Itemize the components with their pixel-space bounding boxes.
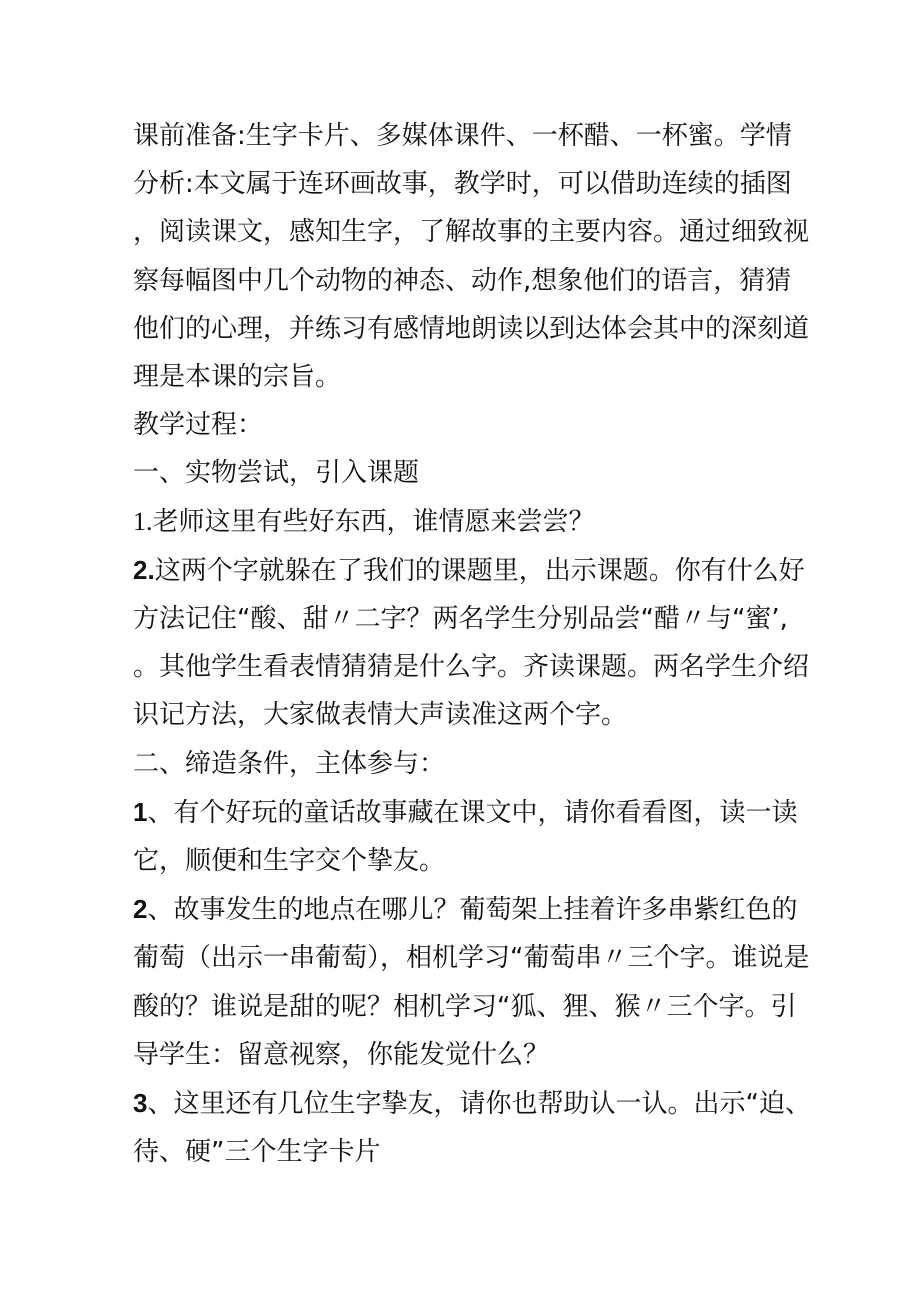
section-one-step-2	[133, 546, 813, 740]
step-number: 3	[133, 1088, 148, 1119]
heading-text: 教学过程：	[133, 410, 264, 441]
section-one-heading	[133, 449, 813, 497]
section-two-step-3	[133, 1079, 813, 1176]
lesson-plan-text	[133, 112, 813, 1176]
step-number: 1.	[133, 506, 153, 536]
step-text: 这两个字就躲在了我们的课题里，出示课题。你有什么好方法记住“酸、甜〃二字？两名学生分别品尝“醋〃与“蜜’,。其他学生看表情猜猜是什么字。齐读课题。两名学生介绍识记方法，大家做表情大声读准这两个字。	[133, 555, 810, 731]
step-text: 、有个好玩的童话故事藏在课文中，请你看看图，读一读它，顺便和生字交个挚友。	[133, 797, 798, 877]
step-text: 、这里还有几位生字挚友，请你也帮助认一认。出示“迫、待、硬”三个生字卡片	[133, 1089, 811, 1168]
paragraph-text: 课前准备:生字卡片、多媒体课件、一杯醋、一杯蜜。学情分析:本文属于连环画故事，教学时，可以借助连续的插图，阅读课文，感知生字，了解故事的主要内容。通过细致视察每幅图中几个动物的神态、动作,想象他们的语言，猜猜他们的心理，并练习有感情地朗读以到达体会其中的深刻道理是本课的宗旨。	[133, 121, 810, 393]
step-number: 2.	[133, 554, 155, 585]
step-number: 1	[133, 796, 148, 827]
teaching-process-heading	[133, 401, 813, 449]
step-number: 2	[133, 894, 148, 925]
heading-text: 二、缔造条件，主体参与：	[133, 748, 446, 779]
step-text: 、故事发生的地点在哪儿？葡萄架上挂着许多串紫红色的葡萄（出示一串葡萄），相机学习“葡萄串〃三个字。谁说是酸的？谁说是甜的呢？相机学习“狐、狸、猴〃三个字。引导学生：留意视察，你能发觉什么？	[133, 895, 810, 1070]
step-text: 老师这里有些好东西，谁情愿来尝尝？	[152, 506, 595, 537]
section-one-step-1	[133, 498, 813, 546]
preparation-and-analysis-paragraph	[133, 112, 813, 401]
section-two-step-2	[133, 885, 813, 1079]
heading-text: 一、实物尝试，引入课题	[133, 458, 420, 489]
section-two-heading	[133, 740, 813, 788]
section-two-step-1	[133, 788, 813, 885]
